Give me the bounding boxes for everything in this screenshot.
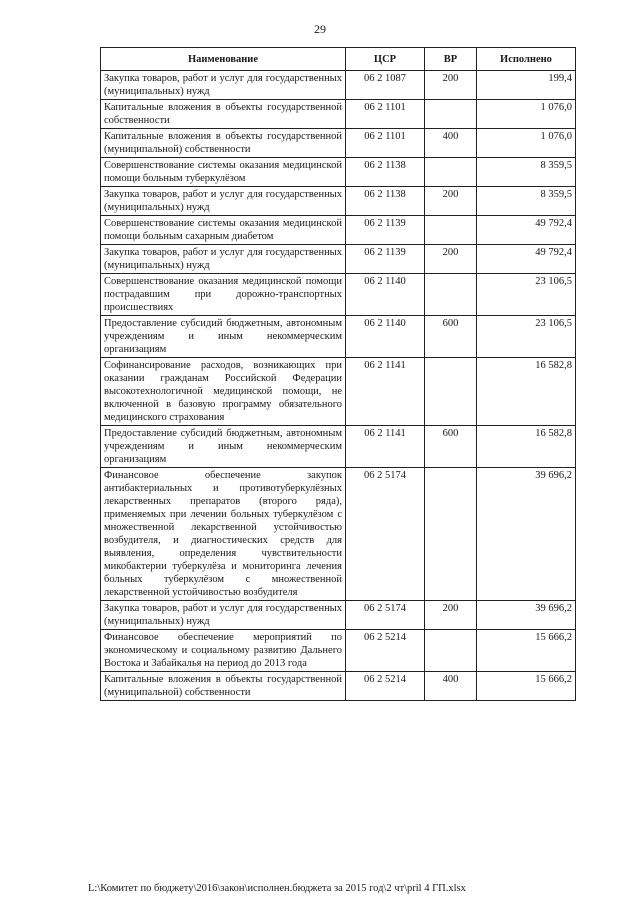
table-row	[101, 158, 576, 187]
row-vr-cell	[425, 274, 477, 316]
row-executed-cell: 1 076,0	[477, 100, 576, 129]
row-csr-cell: 06 2 5214	[346, 672, 425, 701]
row-vr-cell: 400	[425, 672, 477, 701]
row-csr-cell: 06 2 1138	[346, 158, 425, 187]
row-csr-cell: 06 2 1087	[346, 71, 425, 100]
header-name: Наименование	[101, 48, 346, 71]
table-row	[101, 216, 576, 245]
row-executed-cell: 16 582,8	[477, 358, 576, 426]
row-csr-cell: 06 2 1140	[346, 274, 425, 316]
table-row	[101, 316, 576, 358]
row-executed-cell: 49 792,4	[477, 245, 576, 274]
row-name-cell: Совершенствование оказания медицинской помощи пострадавшим при дорожно-транспортных происшествиях	[101, 274, 346, 316]
row-vr-cell: 400	[425, 129, 477, 158]
row-vr-cell: 200	[425, 245, 477, 274]
row-csr-cell: 06 2 1138	[346, 187, 425, 216]
row-csr-cell: 06 2 5214	[346, 630, 425, 672]
row-vr-cell: 600	[425, 316, 477, 358]
row-csr-cell: 06 2 1141	[346, 358, 425, 426]
row-vr-cell	[425, 630, 477, 672]
row-vr-cell	[425, 100, 477, 129]
row-csr-cell: 06 2 1141	[346, 426, 425, 468]
row-name-cell: Совершенствование системы оказания медицинской помощи больным сахарным диабетом	[101, 216, 346, 245]
table-header-row	[101, 48, 576, 71]
table-row	[101, 100, 576, 129]
table-row	[101, 601, 576, 630]
row-vr-cell	[425, 158, 477, 187]
row-executed-cell: 16 582,8	[477, 426, 576, 468]
row-name-cell: Капитальные вложения в объекты государственной собственности	[101, 100, 346, 129]
row-executed-cell: 1 076,0	[477, 129, 576, 158]
row-name-cell: Финансовое обеспечение закупок антибактериальных и противотуберкулёзных лекарственных препаратов (второго ряда), применяемых при лечении больных туберкулёзом с множественной лекарственной устойчивостью возбудителя, и диагностических средств для выявления, определения чувствительности микобактерии туберкулёза и мониторинга лечения больных туберкулёзом с множественной лекарственной устойчивостью возбудителя	[101, 468, 346, 601]
row-csr-cell: 06 2 5174	[346, 601, 425, 630]
page-number: 29	[314, 22, 326, 36]
table-row	[101, 187, 576, 216]
row-executed-cell: 8 359,5	[477, 158, 576, 187]
row-executed-cell: 199,4	[477, 71, 576, 100]
row-executed-cell: 8 359,5	[477, 187, 576, 216]
row-name-cell: Капитальные вложения в объекты государственной (муниципальной) собственности	[101, 129, 346, 158]
budget-table	[100, 47, 576, 701]
row-executed-cell: 39 696,2	[477, 468, 576, 601]
row-name-cell: Закупка товаров, работ и услуг для государственных (муниципальных) нужд	[101, 71, 346, 100]
row-name-cell: Закупка товаров, работ и услуг для государственных (муниципальных) нужд	[101, 187, 346, 216]
row-name-cell: Предоставление субсидий бюджетным, автономным учреждениям и иным некоммерческим организациям	[101, 316, 346, 358]
header-executed: Исполнено	[477, 48, 576, 71]
table-row	[101, 672, 576, 701]
row-vr-cell: 200	[425, 601, 477, 630]
header-csr: ЦСР	[346, 48, 425, 71]
row-csr-cell: 06 2 1139	[346, 245, 425, 274]
row-vr-cell	[425, 468, 477, 601]
row-vr-cell: 200	[425, 187, 477, 216]
file-path-footer: L:\Комитет по бюджету\2016\закон\исполнен.бюджета за 2015 год\2 чт\pril 4 ГП.xlsx	[88, 883, 466, 894]
row-name-cell: Предоставление субсидий бюджетным, автономным учреждениям и иным некоммерческим организациям	[101, 426, 346, 468]
header-vr: ВР	[425, 48, 477, 71]
row-csr-cell: 06 2 1139	[346, 216, 425, 245]
row-csr-cell: 06 2 1101	[346, 129, 425, 158]
row-csr-cell: 06 2 1101	[346, 100, 425, 129]
row-executed-cell: 23 106,5	[477, 274, 576, 316]
row-name-cell: Совершенствование системы оказания медицинской помощи больным туберкулёзом	[101, 158, 346, 187]
row-vr-cell	[425, 358, 477, 426]
table-body	[101, 71, 576, 701]
row-name-cell: Софинансирование расходов, возникающих при оказании гражданам Российской Федерации высокотехнологичной медицинской помощи, не включенной в базовую программу обязательного медицинского страхования	[101, 358, 346, 426]
table-row	[101, 426, 576, 468]
row-csr-cell: 06 2 5174	[346, 468, 425, 601]
row-executed-cell: 15 666,2	[477, 630, 576, 672]
table-row	[101, 245, 576, 274]
row-executed-cell: 39 696,2	[477, 601, 576, 630]
row-name-cell: Закупка товаров, работ и услуг для государственных (муниципальных) нужд	[101, 601, 346, 630]
row-name-cell: Финансовое обеспечение мероприятий по экономическому и социальному развитию Дальнего Востока и Забайкалья на период до 2013 года	[101, 630, 346, 672]
table-row	[101, 129, 576, 158]
table-row	[101, 468, 576, 601]
table-row	[101, 358, 576, 426]
table-row	[101, 71, 576, 100]
row-name-cell: Закупка товаров, работ и услуг для государственных (муниципальных) нужд	[101, 245, 346, 274]
row-vr-cell: 600	[425, 426, 477, 468]
table-row	[101, 274, 576, 316]
row-executed-cell: 23 106,5	[477, 316, 576, 358]
row-csr-cell: 06 2 1140	[346, 316, 425, 358]
row-vr-cell	[425, 216, 477, 245]
row-executed-cell: 49 792,4	[477, 216, 576, 245]
table-row	[101, 630, 576, 672]
row-vr-cell: 200	[425, 71, 477, 100]
row-name-cell: Капитальные вложения в объекты государственной (муниципальной) собственности	[101, 672, 346, 701]
row-executed-cell: 15 666,2	[477, 672, 576, 701]
